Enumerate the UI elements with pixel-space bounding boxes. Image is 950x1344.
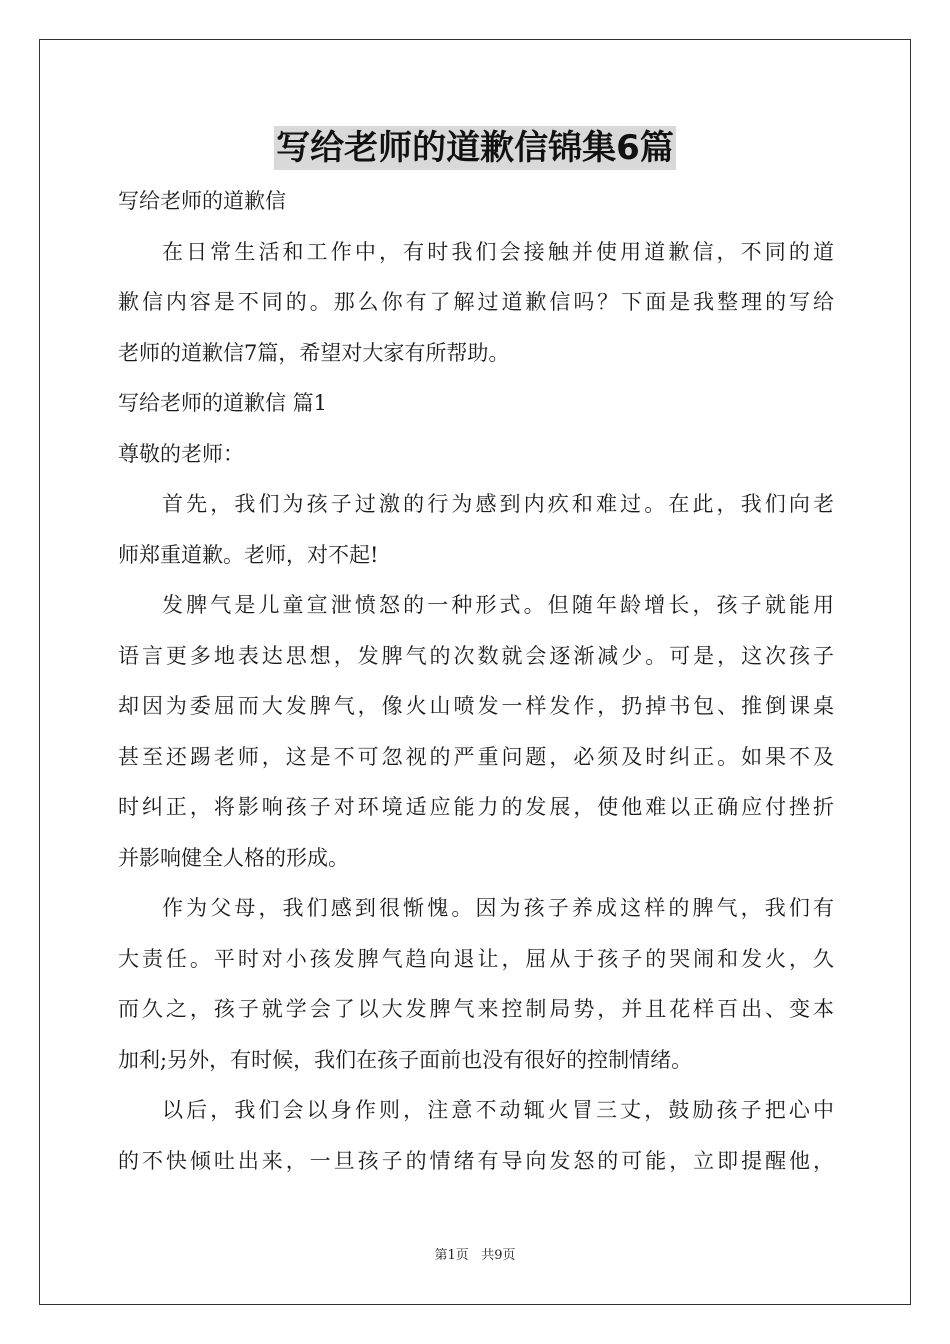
- text-line: 发脾气是儿童宣泄愤怒的一种形式。但随年龄增长，孩子就能用: [162, 593, 834, 617]
- document-title: 写给老师的道歉信锦集6篇: [276, 128, 674, 168]
- text-line: 语言更多地表达思想，发脾气的次数就会逐渐减少。可是，这次孩子: [118, 643, 834, 668]
- text-line: 甚至还踢老师，这是不可忽视的严重问题，必须及时纠正。如果不及: [118, 744, 834, 769]
- text-line: 却因为委屈而大发脾气，像火山喷发一样发作，扔掉书包、推倒课桌: [118, 694, 834, 718]
- page-number: 第1页: [434, 1248, 469, 1263]
- page-total: 共9页: [481, 1248, 516, 1263]
- text-line: 大责任。平时对小孩发脾气趋向退让，屈从于孩子的哭闹和发火，久: [118, 946, 834, 971]
- text-line: 首先，我们为孩子过激的行为感到内疚和难过。在此，我们向老: [162, 492, 834, 516]
- title-container: [0, 126, 950, 170]
- text-line: 写给老师的道歉信: [118, 189, 286, 213]
- text-line: 加利;另外，有时候，我们在孩子面前也没有很好的控制情绪。: [118, 1047, 693, 1072]
- text-line: 的不快倾吐出来，一旦孩子的情绪有导向发怒的可能，立即提醒他，: [118, 1148, 834, 1173]
- text-line: 作为父母，我们感到很惭愧。因为孩子养成这样的脾气，我们有: [162, 896, 834, 920]
- text-line: 师郑重道歉。老师，对不起!: [118, 542, 379, 567]
- text-line: 歉信内容是不同的。那么你有了解过道歉信吗？下面是我整理的写给: [118, 290, 834, 314]
- text-line: 写给老师的道歉信 篇1: [118, 391, 328, 415]
- text-line: 尊敬的老师：: [118, 441, 244, 466]
- text-line: 老师的道歉信7篇，希望对大家有所帮助。: [118, 340, 510, 365]
- text-line: 而久之，孩子就学会了以大发脾气来控制局势，并且花样百出、变本: [118, 997, 834, 1021]
- text-line: 在日常生活和工作中，有时我们会接触并使用道歉信，不同的道: [162, 239, 834, 264]
- text-line: 以后，我们会以身作则，注意不动辄火冒三丈，鼓励孩子把心中: [162, 1098, 834, 1122]
- text-line: 时纠正，将影响孩子对环境适应能力的发展，使他难以正确应付挫折: [118, 795, 834, 819]
- document-body: [118, 176, 834, 1186]
- text-line: 并影响健全人格的形成。: [118, 845, 349, 870]
- page-footer: [0, 1247, 950, 1265]
